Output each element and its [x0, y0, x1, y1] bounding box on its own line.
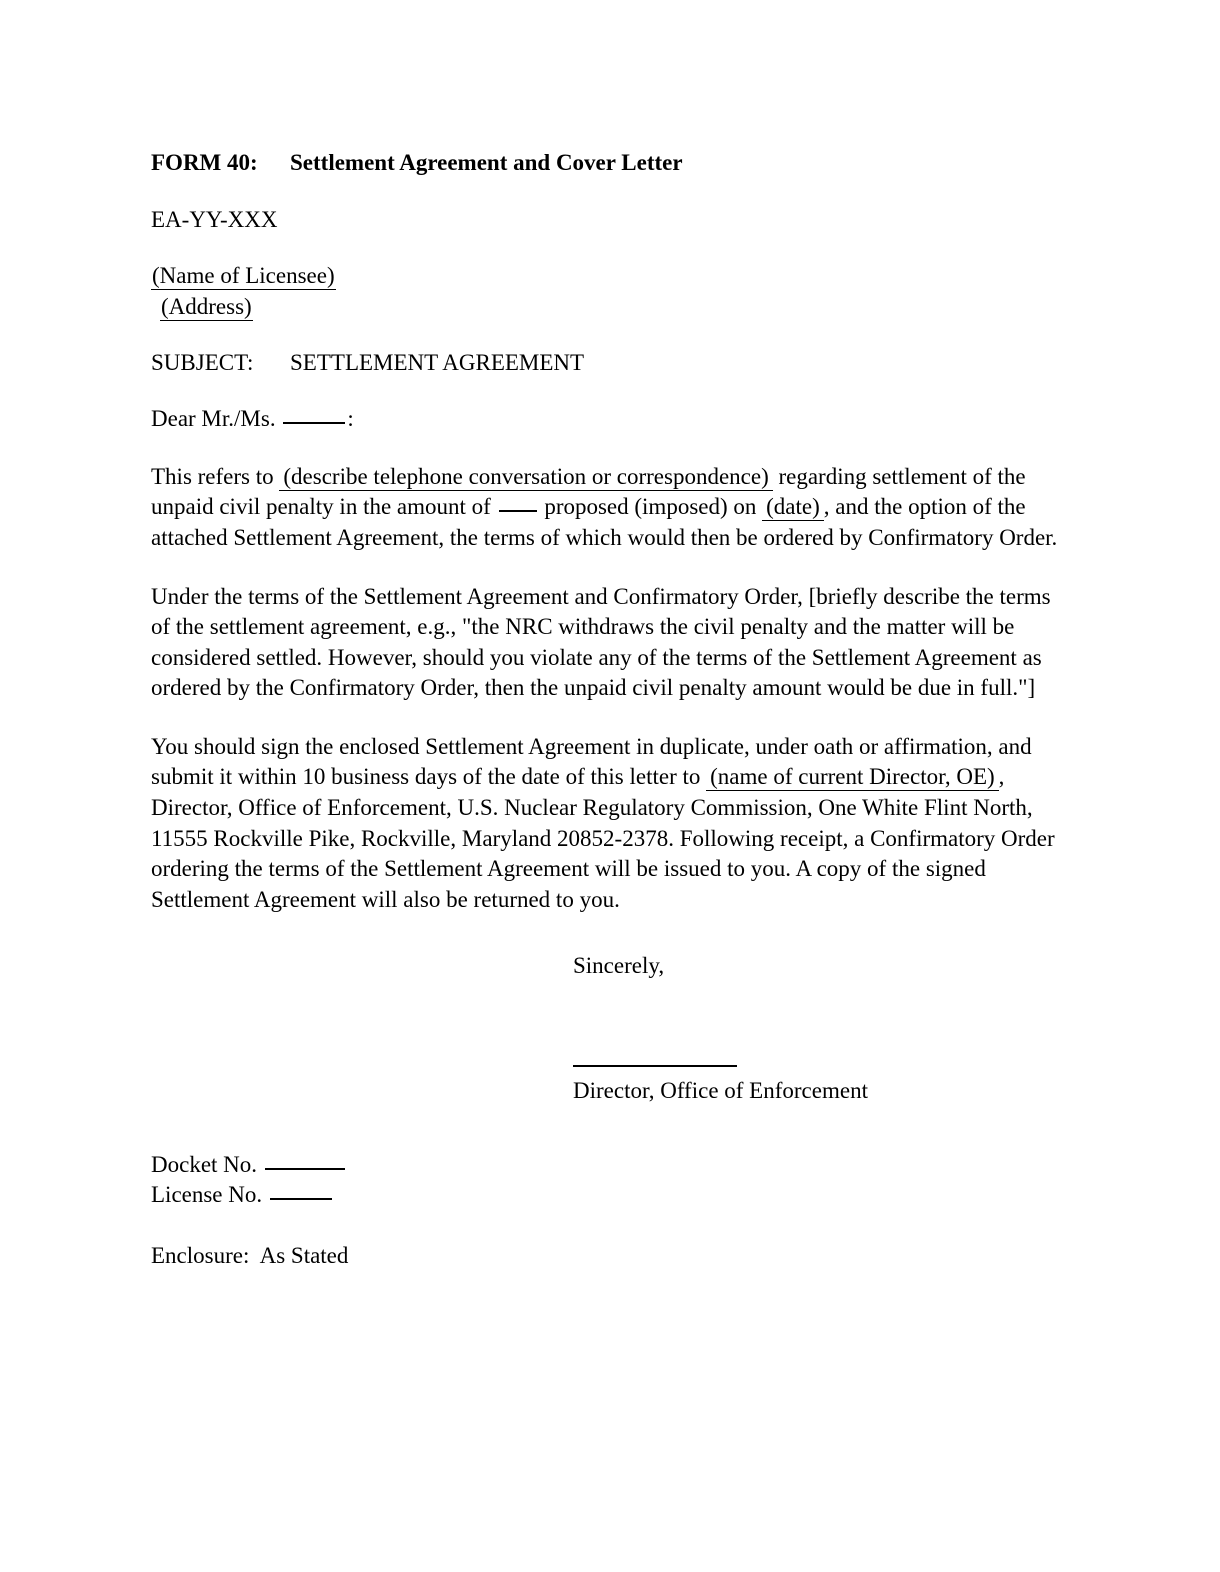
form-number-label: FORM 40: — [151, 150, 258, 175]
subject-value: SETTLEMENT AGREEMENT — [290, 350, 585, 376]
form-title-text: Settlement Agreement and Cover Letter — [290, 150, 683, 175]
paragraph-terms: Under the terms of the Settlement Agreement and Confirmatory Order, [briefly describe the terms of the settlement agreement, e.g., "the NRC withdraws the civil penalty and the matter will be considered settled. However, should you violate any of the terms of the Settlement Agreement as ordered by the Confirmatory Order, then the unpaid civil penalty amount would be due in full."] — [151, 583, 1051, 701]
salutation-suffix: : — [347, 405, 354, 431]
form-title — [151, 148, 1066, 177]
p3-director-fill: (name of current Director, OE) — [706, 764, 999, 791]
p3-part1: You should sign the enclosed Settlement Agreement in duplicate, under oath or affirmation, and submit it within 10 business days of the date of this letter to — [151, 733, 1032, 790]
letter-body — [151, 148, 1066, 1271]
paragraph-submission — [151, 732, 1066, 915]
closing-salutation: Sincerely, — [573, 953, 665, 979]
footer-block — [151, 1150, 1066, 1271]
license-number-label: License No. — [151, 1182, 268, 1208]
p1-conversation-fill: (describe telephone conversation or correspondence) — [279, 464, 772, 491]
p3-part2: , Director, Office of Enforcement, U.S. Nuclear Regulatory Commission, One White Flint North, 11555 Rockville Pike, Rockville, Maryland 20852-2378. Following receipt, a Confirmatory Order ordering the terms of the Settlement Agreement will be issued to you. A copy of the signed Settlement Agreement will also be returned to you. — [151, 764, 1055, 912]
docket-number-blank — [265, 1168, 345, 1170]
p1-part4: , and the option of the attached Settlement Agreement, the terms of which would then be ordered by Confirmatory Order. — [151, 494, 1058, 550]
signature-line — [573, 1065, 737, 1067]
salutation-blank — [283, 422, 345, 424]
addressee-block — [151, 261, 1066, 322]
paragraph-refers-to — [151, 462, 1066, 554]
docket-number-label: Docket No. — [151, 1152, 263, 1178]
case-number: EA-YY-XXX — [151, 207, 278, 233]
licensee-name-line — [151, 261, 1066, 291]
p1-part2: regarding settlement of the unpaid civil penalty in the amount of — [151, 463, 1026, 520]
p1-part1: This refers to — [151, 463, 280, 489]
license-number-row — [151, 1180, 1066, 1210]
p1-date-fill: (date) — [762, 494, 824, 521]
salutation — [151, 404, 1066, 434]
licensee-name-placeholder: (Name of Licensee) — [152, 263, 335, 289]
closing-block — [151, 951, 1066, 1106]
enclosure-line: Enclosure: As Stated — [151, 1242, 349, 1268]
address-placeholder: (Address) — [161, 293, 252, 319]
subject-row — [151, 348, 1066, 378]
signature-title: Director, Office of Enforcement — [573, 1078, 868, 1104]
p1-amount-blank — [499, 510, 537, 512]
salutation-prefix: Dear Mr./Ms. — [151, 405, 282, 431]
subject-label: SUBJECT: — [151, 350, 254, 376]
docket-number-row — [151, 1150, 1066, 1180]
license-number-blank — [270, 1198, 332, 1200]
address-line — [151, 292, 1066, 322]
p1-part3: proposed (imposed) on — [538, 494, 763, 520]
